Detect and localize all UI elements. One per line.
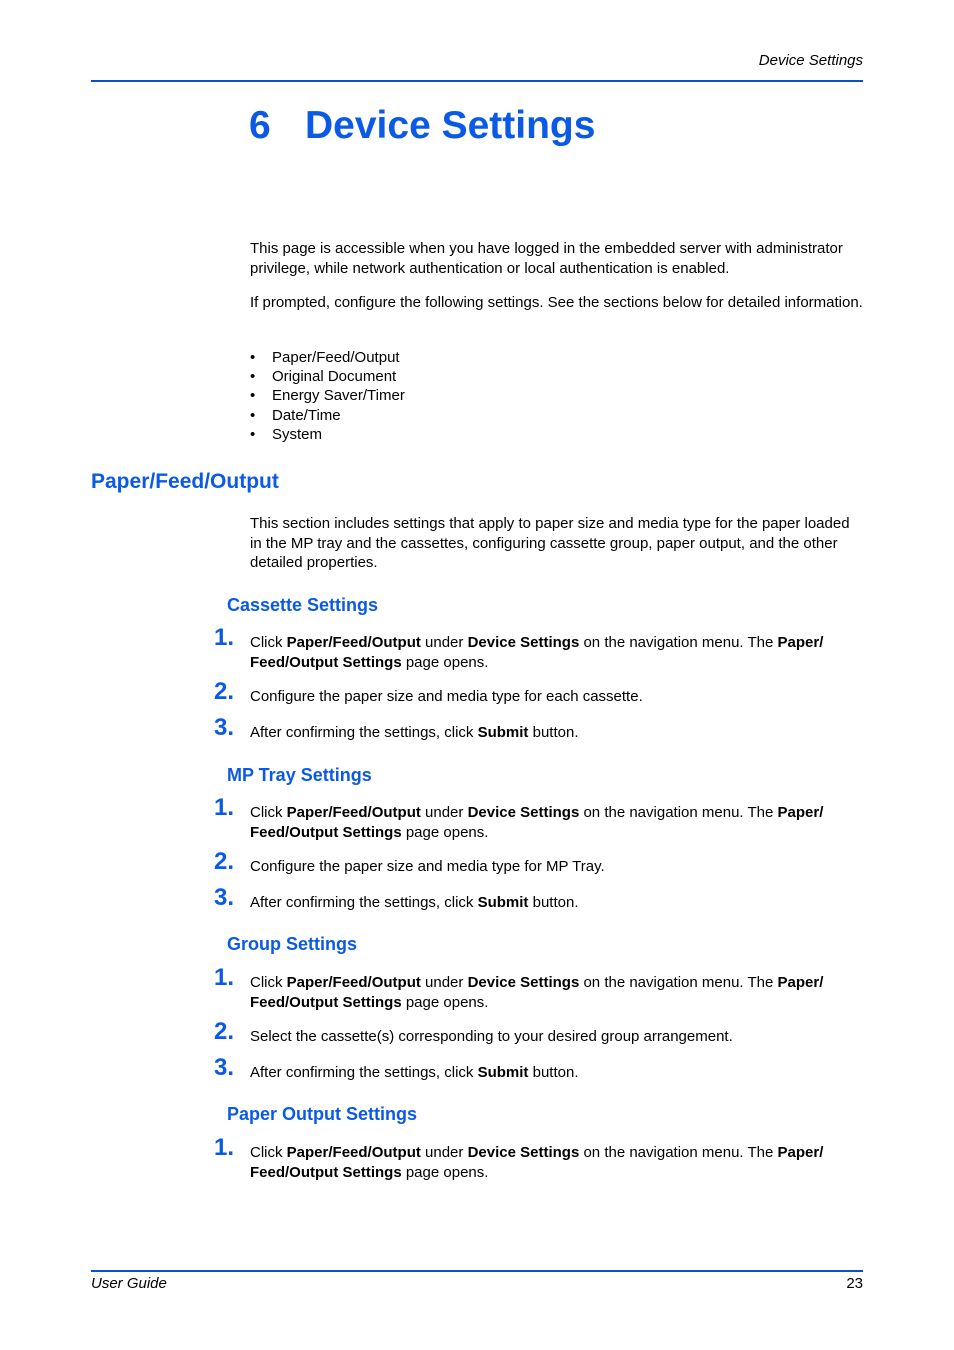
step-number: 1. <box>214 624 235 651</box>
chapter-title-text: Device Settings <box>305 104 596 147</box>
footer-rule <box>91 1270 863 1272</box>
step-number: 1. <box>214 794 235 821</box>
subsection-heading-cassette: Cassette Settings <box>227 595 379 615</box>
step-text: Select the cassette(s) corresponding to your desired group arrangement. <box>250 1028 733 1045</box>
subsection-heading-paper-output: Paper Output Settings <box>227 1104 418 1124</box>
list-item: • Energy Saver/Timer <box>250 387 405 405</box>
bullet-marker: • <box>250 368 256 386</box>
step-text: After confirming the settings, click Submit button. <box>250 1064 579 1081</box>
page-number: 23 <box>846 1275 863 1292</box>
settings-bullet-list <box>250 348 405 444</box>
footer-title: User Guide <box>91 1275 167 1292</box>
subsection-heading-mp-tray: MP Tray Settings <box>227 765 372 785</box>
step-number: 3. <box>214 714 235 741</box>
step-text: Configure the paper size and media type for each cassette. <box>250 688 643 705</box>
list-item: • System <box>250 425 323 443</box>
bullet-marker: • <box>250 387 256 405</box>
subsection-heading-group: Group Settings <box>227 934 357 954</box>
intro-paragraph-2: If prompted, configure the following settings. See the sections below for detailed information. <box>250 294 863 311</box>
step-number: 1. <box>214 1134 235 1161</box>
step-text: Click Paper/Feed/Output under Device Settings on the navigation menu. The Paper/ Feed/Output Settings page opens. <box>250 804 824 841</box>
step-number: 1. <box>214 964 235 991</box>
step-text: Click Paper/Feed/Output under Device Settings on the navigation menu. The Paper/ Feed/Output Settings page opens. <box>250 974 824 1011</box>
bullet-marker: • <box>250 425 256 443</box>
bullet-marker: • <box>250 406 256 424</box>
step-text: After confirming the settings, click Submit button. <box>250 724 579 741</box>
step-number: 3. <box>214 884 235 911</box>
running-header: Device Settings <box>758 52 863 69</box>
list-item: • Paper/Feed/Output <box>250 349 400 366</box>
section-heading: Paper/Feed/Output <box>91 470 279 493</box>
step-text: Configure the paper size and media type for MP Tray. <box>250 858 605 875</box>
list-item: • Original Document <box>250 368 397 386</box>
header-rule <box>91 80 863 82</box>
chapter-number: 6 <box>249 104 271 147</box>
bullet-marker: • <box>250 349 256 366</box>
step-text: Click Paper/Feed/Output under Device Settings on the navigation menu. The Paper/ Feed/Output Settings page opens. <box>250 1144 824 1181</box>
intro-paragraph-1: This page is accessible when you have logged in the embedded server with administrator privilege, while network authentication or local authentication is enabled. <box>250 240 843 277</box>
chapter-title <box>249 102 595 150</box>
step-number: 2. <box>214 848 235 875</box>
list-item: • Date/Time <box>250 406 341 424</box>
step-number: 3. <box>214 1054 235 1081</box>
step-text: After confirming the settings, click Submit button. <box>250 894 579 911</box>
step-text: Click Paper/Feed/Output under Device Settings on the navigation menu. The Paper/ Feed/Output Settings page opens. <box>250 634 824 671</box>
step-number: 2. <box>214 678 235 705</box>
section-description: This section includes settings that apply to paper size and media type for the paper loaded in the MP tray and the cassettes, configuring cassette group, paper output, and the other detailed properties. <box>250 515 850 571</box>
step-number: 2. <box>214 1018 235 1045</box>
